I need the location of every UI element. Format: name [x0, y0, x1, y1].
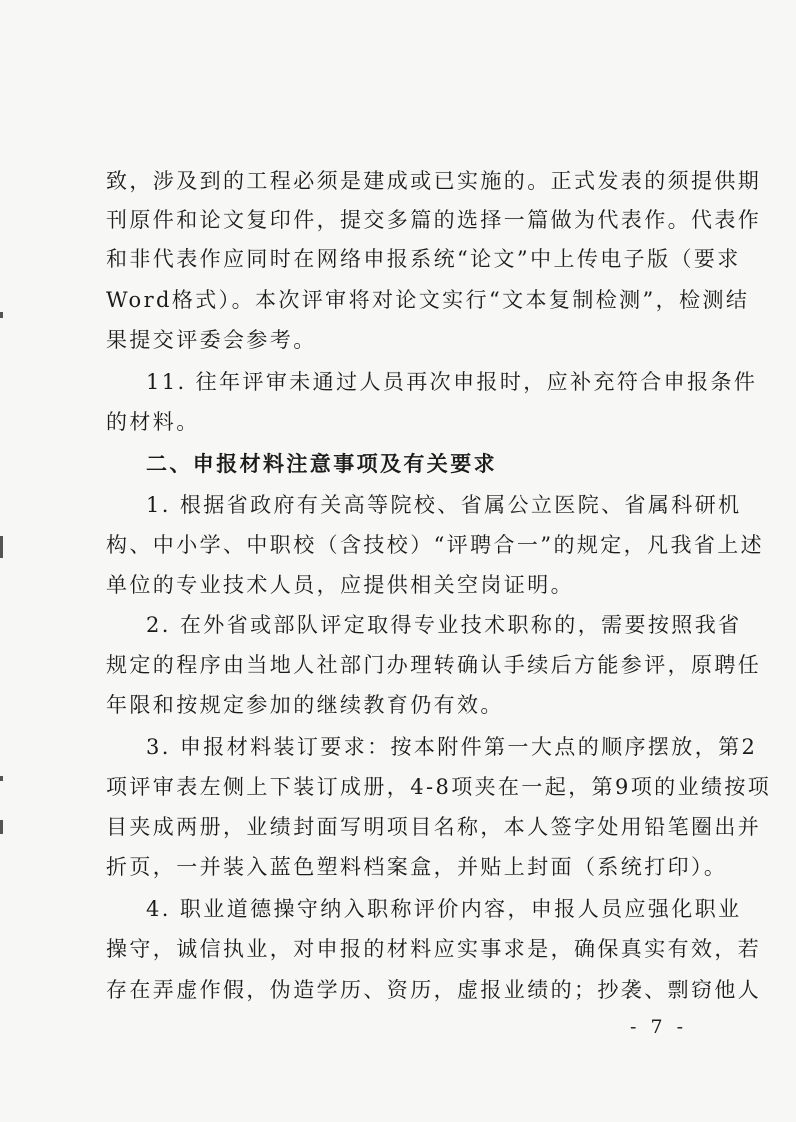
- page-number: - 7 -: [630, 1016, 688, 1038]
- section-heading: 二、申报材料注意事项及有关要求: [146, 452, 497, 476]
- paragraph-line: 年限和按规定参加的继续教育仍有效。: [106, 693, 504, 717]
- paragraph-line: 构、中小学、中职校（含技校）“评聘合一”的规定，凡我省上述: [106, 533, 765, 557]
- scan-edge-mark: [0, 312, 3, 318]
- paragraph-line: 4. 职业道德操守纳入职称评价内容，申报人员应强化职业: [146, 897, 742, 921]
- paragraph-line: 和非代表作应同时在网络申报系统“论文”中上传电子版（要求: [106, 247, 741, 271]
- paragraph-line: 单位的专业技术人员，应提供相关空岗证明。: [106, 573, 574, 597]
- paragraph-line: 的材料。: [106, 410, 200, 434]
- paragraph-line: 刊原件和论文复印件，提交多篇的选择一篇做为代表作。代表作: [106, 208, 762, 232]
- scan-edge-mark: [0, 776, 3, 781]
- scan-edge-mark: [0, 536, 3, 558]
- paragraph-line: 11. 往年评审未通过人员再次申报时，应补充符合申报条件: [146, 370, 758, 394]
- paragraph-line: Word格式）。本次评审将对论文实行“文本复制检测”，检测结: [106, 288, 750, 312]
- paragraph-line: 项评审表左侧上下装订成册，4-8项夹在一起，第9项的业绩按项: [106, 775, 772, 799]
- paragraph-line: 操守，诚信执业，对申报的材料应实事求是，确保真实有效，若: [106, 937, 762, 961]
- paragraph-line: 1. 根据省政府有关高等院校、省属公立医院、省属科研机: [146, 493, 742, 517]
- paragraph-line: 2. 在外省或部队评定取得专业技术职称的，需要按照我省: [146, 613, 742, 637]
- paragraph-line: 折页，一并装入蓝色塑料档案盒，并贴上封面（系统打印）。: [106, 855, 728, 879]
- paragraph-line: 存在弄虚作假，伪造学历、资历，虚报业绩的；抄袭、剽窃他人: [106, 978, 762, 1002]
- paragraph-line: 果提交评委会参考。: [106, 328, 317, 352]
- paragraph-line: 3. 申报材料装订要求：按本附件第一大点的顺序摆放，第2: [146, 735, 758, 759]
- paragraph-line: 目夹成两册，业绩封面写明项目名称，本人签字处用铅笔圈出并: [106, 815, 762, 839]
- paragraph-line: 规定的程序由当地人社部门办理转确认手续后方能参评，原聘任: [106, 653, 762, 677]
- scan-edge-mark: [0, 820, 3, 834]
- paragraph-line: 致，涉及到的工程必须是建成或已实施的。正式发表的须提供期: [106, 169, 762, 193]
